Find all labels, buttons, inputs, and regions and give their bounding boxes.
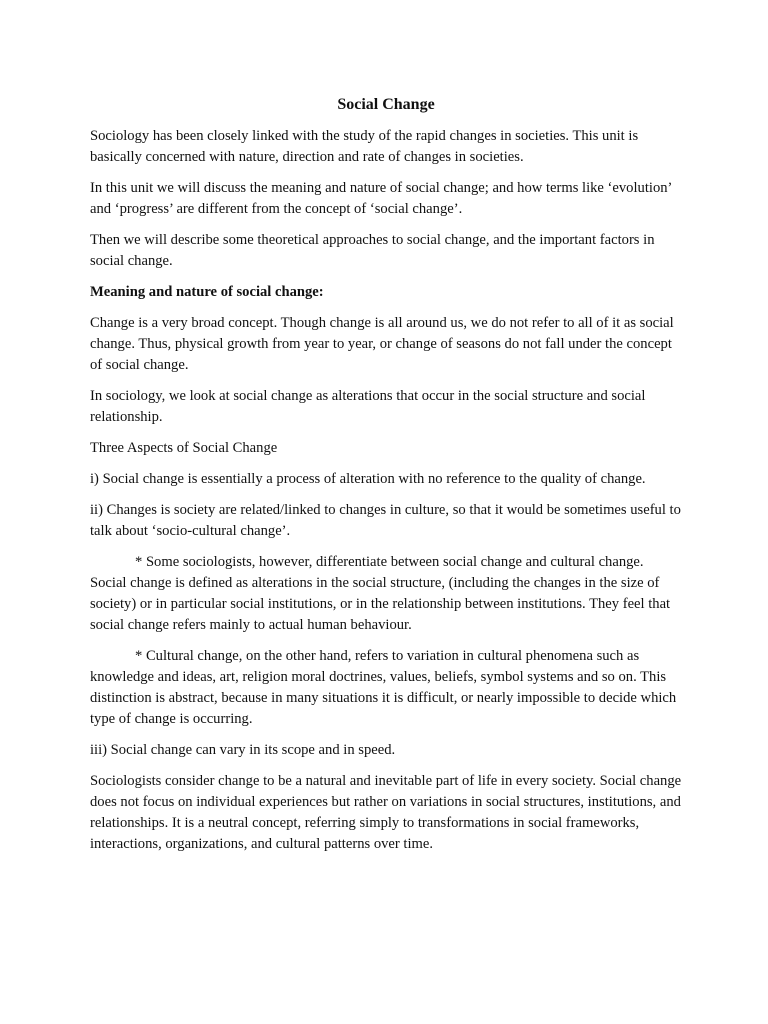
unit-scope-paragraph: In this unit we will discuss the meaning and nature of social change; and how terms like ‘evolution’ and ‘progress’ are different from the concept of ‘social change’. [90, 180, 672, 217]
aspect-one: i) Social change is essentially a process of alteration with no reference to the quality of change. [90, 471, 646, 487]
social-vs-cultural-note: * Some sociologists, however, differentiate between social change and cultural change. Social change is defined as alterations in the social structure, (including the changes in the size of society) or in particular social institutions, or in the relationship between institutions. They feel that social change refers mainly to actual human behaviour. [90, 554, 671, 633]
approaches-paragraph: Then we will describe some theoretical approaches to social change, and the important factors in social change. [90, 232, 655, 269]
document-title: Social Change [337, 96, 435, 113]
sociology-view-paragraph: In sociology, we look at social change as alterations that occur in the social structure and social relationship. [90, 388, 646, 425]
change-concept-paragraph: Change is a very broad concept. Though change is all around us, we do not refer to all of it as social change. Thus, physical growth from year to year, or change of seasons do not fall under the concept of social change. [90, 315, 674, 373]
conclusion-paragraph: Sociologists consider change to be a natural and inevitable part of life in every society. Social change does not focus on individual experiences but rather on variations in social structures, institutions, and relationships. It is a neutral concept, referring simply to transformations in social frameworks, interactions, organizations, and cultural patterns over time. [90, 773, 682, 852]
section-heading: Meaning and nature of social change: [90, 284, 324, 300]
document-body [90, 94, 682, 865]
aspect-three: iii) Social change can vary in its scope and in speed. [90, 742, 396, 758]
cultural-change-note: * Cultural change, on the other hand, refers to variation in cultural phenomena such as knowledge and ideas, art, religion moral doctrines, values, beliefs, symbol systems and so on. This distinction is abstract, because in many situations it is difficult, or nearly impossible to decide which type of change is occurring. [90, 648, 677, 727]
aspects-subheading: Three Aspects of Social Change [90, 440, 278, 456]
intro-paragraph: Sociology has been closely linked with the study of the rapid changes in societies. This unit is basically concerned with nature, direction and rate of changes in societies. [90, 128, 639, 165]
aspect-two: ii) Changes is society are related/linked to changes in culture, so that it would be sometimes useful to talk about ‘socio-cultural change’. [90, 502, 681, 539]
